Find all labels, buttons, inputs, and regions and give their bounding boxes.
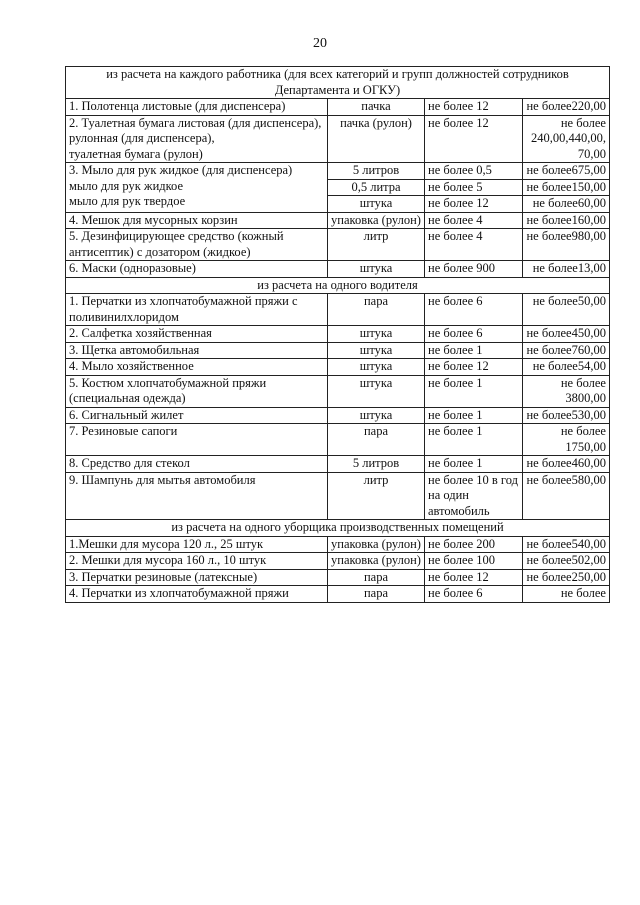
table-row (66, 375, 610, 407)
price-line: 3800,00 (565, 391, 606, 405)
item-price (523, 569, 610, 586)
item-unit (328, 229, 425, 261)
cell-line: не более 10 в год на один автомобиль (428, 472, 518, 518)
item-price (523, 326, 610, 343)
table-row (66, 326, 610, 343)
item-quantity (425, 99, 523, 116)
price-line: 1750,00 (565, 439, 606, 454)
price-line: не более (532, 261, 578, 275)
price-line: 220,00 (571, 99, 606, 113)
item-quantity (425, 212, 523, 229)
price-line: не более (526, 342, 572, 357)
price-line: 54,00 (577, 359, 606, 373)
cell-line: не более 12 (428, 115, 489, 130)
item-price (523, 456, 610, 473)
item-quantity (425, 569, 523, 586)
item-name (66, 424, 328, 456)
price-line: 760,00 (571, 342, 606, 357)
item-unit (328, 212, 425, 229)
item-name (66, 212, 328, 229)
cell-line: штука (359, 196, 393, 210)
price-line: не более (526, 407, 572, 422)
cell-line: 3. Щетка автомобильная (69, 342, 200, 357)
cell-line: не более 12 (428, 196, 489, 210)
price-line: 980,00 (571, 229, 606, 243)
section-header-row (66, 67, 610, 99)
cell-line: штука (359, 407, 393, 422)
cell-line: не более 6 (428, 326, 483, 340)
price-line: 530,00 (571, 407, 606, 422)
cell-line: не более 1 (428, 456, 483, 470)
item-quantity (425, 179, 523, 196)
item-quantity (425, 536, 523, 553)
table-row (66, 212, 610, 229)
cell-line: пара (363, 424, 389, 438)
price-line: не более (526, 326, 572, 340)
item-name (66, 294, 328, 326)
item-price (523, 163, 610, 180)
section-header-row (66, 520, 610, 537)
price-line: не более (526, 229, 572, 243)
item-quantity (425, 472, 523, 520)
item-quantity (425, 456, 523, 473)
price-line: 13,00 (577, 261, 606, 275)
cell-line: не более 4 (428, 212, 483, 227)
cell-line: пачка (361, 99, 391, 113)
item-unit (328, 359, 425, 376)
table-row (66, 115, 610, 163)
item-quantity (425, 424, 523, 456)
cell-line: не более 5 (428, 179, 483, 194)
table-row (66, 359, 610, 376)
cell-line: 5. Костюм хлопчатобумажной пряжи (специальная одежда) (69, 375, 267, 405)
item-unit (328, 424, 425, 456)
price-value (526, 116, 606, 163)
price-value (526, 343, 606, 359)
table-row (66, 407, 610, 424)
cell-line: штука (359, 261, 393, 275)
price-value (533, 261, 606, 277)
price-line: не более (560, 424, 606, 438)
item-price (523, 261, 610, 278)
cell-line: 1. Перчатки из хлопчатобумажной пряжи с поливинилхлоридом (69, 294, 298, 324)
cell-line: пара (363, 294, 389, 308)
table-row (66, 261, 610, 278)
price-line: 440,00, (568, 131, 606, 145)
item-price (523, 115, 610, 163)
item-quantity (425, 229, 523, 261)
cell-line: пачка (рулон) (340, 115, 412, 130)
price-value (561, 586, 606, 602)
price-line: не более (526, 99, 572, 113)
item-quantity (425, 294, 523, 326)
cell-line: мыло для рук жидкое (69, 178, 184, 193)
item-quantity (425, 359, 523, 376)
price-line: не более (526, 212, 572, 227)
item-unit (328, 179, 425, 196)
price-line: 502,00 (571, 553, 606, 567)
cell-line: 1.Мешки для мусора 120 л., 25 штук (69, 536, 264, 551)
item-quantity (425, 196, 523, 213)
price-line: 50,00 (577, 294, 606, 308)
item-price (523, 294, 610, 326)
table-row (66, 229, 610, 261)
table-row (66, 99, 610, 116)
cell-line: 2. Туалетная бумага листовая (для диспенсера), (69, 115, 322, 130)
item-unit (328, 407, 425, 424)
table-row (66, 342, 610, 359)
item-unit (328, 294, 425, 326)
table-row (66, 586, 610, 603)
item-unit (328, 163, 425, 180)
cell-line: пара (363, 586, 389, 600)
item-price (523, 553, 610, 570)
item-price (523, 536, 610, 553)
item-unit (328, 326, 425, 343)
price-value (526, 229, 606, 245)
item-quantity (425, 115, 523, 163)
price-value (526, 408, 606, 424)
price-line: не более (526, 569, 572, 584)
price-line: 450,00 (571, 326, 606, 340)
price-line: 540,00 (571, 536, 606, 551)
item-price (523, 424, 610, 456)
price-line: не более (532, 294, 578, 308)
item-price (523, 99, 610, 116)
price-value (526, 213, 606, 229)
item-unit (328, 536, 425, 553)
cell-line: 1. Полотенца листовые (для диспенсера) (69, 99, 286, 113)
item-name (66, 407, 328, 424)
item-price (523, 472, 610, 520)
cell-line: не более 100 (428, 553, 496, 567)
cell-line: не более 6 (428, 586, 483, 600)
item-price (523, 359, 610, 376)
cell-line: штука (359, 359, 393, 373)
cell-line: не более 6 (428, 294, 483, 308)
cell-line: не более 1 (428, 342, 483, 357)
cell-line: 4. Мешок для мусорных корзин (69, 212, 238, 227)
item-unit (328, 115, 425, 163)
cell-line: упаковка (рулон) (331, 536, 421, 551)
price-value (526, 537, 606, 553)
price-value (526, 180, 606, 196)
cell-line: 7. Резиновые сапоги (69, 424, 178, 438)
item-unit (328, 196, 425, 213)
item-price (523, 586, 610, 603)
item-quantity (425, 375, 523, 407)
item-name (66, 456, 328, 473)
cell-line: рулонная (для диспенсера), (69, 131, 215, 145)
cell-line: литр (363, 229, 389, 243)
price-value (526, 570, 606, 586)
cell-line: 6. Маски (одноразовые) (69, 261, 196, 275)
price-line: не более (560, 375, 606, 390)
supplies-table (65, 66, 610, 603)
item-unit (328, 99, 425, 116)
cell-line: не более 1 (428, 424, 483, 438)
price-line: 460,00 (571, 456, 606, 470)
price-line: 150,00 (571, 179, 606, 194)
price-value (533, 196, 606, 212)
item-name (66, 553, 328, 570)
item-unit (328, 472, 425, 520)
price-value (526, 553, 606, 569)
cell-line: 2. Мешки для мусора 160 л., 10 штук (69, 553, 267, 567)
item-name (66, 472, 328, 520)
item-name (66, 569, 328, 586)
section-title: из расчета на одного водителя (66, 277, 610, 294)
item-quantity (425, 326, 523, 343)
cell-line: 5 литров (352, 163, 400, 177)
cell-line: упаковка (рулон) (331, 553, 421, 567)
price-value (526, 424, 606, 455)
price-line: 675,00 (571, 163, 606, 177)
item-name (66, 115, 328, 163)
cell-line: упаковка (рулон) (331, 212, 421, 227)
item-unit (328, 553, 425, 570)
cell-line: туалетная бумага (рулон) (69, 146, 203, 161)
cell-line: 4. Перчатки из хлопчатобумажной пряжи (69, 586, 289, 600)
price-value (526, 163, 606, 179)
item-price (523, 179, 610, 196)
item-unit (328, 456, 425, 473)
cell-line: мыло для рук твердое (69, 194, 186, 208)
item-unit (328, 261, 425, 278)
item-name (66, 99, 328, 116)
price-line: не более (526, 179, 572, 194)
cell-line: не более 12 (428, 359, 489, 373)
item-price (523, 229, 610, 261)
item-name (66, 375, 328, 407)
cell-line: 0,5 литра (351, 179, 401, 194)
price-line: не более (532, 359, 578, 373)
item-quantity (425, 586, 523, 603)
price-line: 60,00 (577, 196, 606, 210)
price-line: 250,00 (571, 569, 606, 584)
item-quantity (425, 553, 523, 570)
item-name (66, 342, 328, 359)
cell-line: не более 0,5 (428, 163, 492, 177)
cell-line: 3. Мыло для рук жидкое (для диспенсера) (69, 163, 293, 177)
item-unit (328, 375, 425, 407)
cell-line: 9. Шампунь для мытья автомобиля (69, 472, 256, 487)
cell-line: не более 12 (428, 99, 489, 113)
cell-line: 5 литров (352, 456, 400, 470)
cell-line: не более 200 (428, 536, 496, 551)
cell-line: не более 1 (428, 375, 483, 390)
item-unit (328, 342, 425, 359)
item-price (523, 196, 610, 213)
price-value (526, 473, 606, 489)
cell-line: литр (363, 472, 389, 487)
price-value (526, 326, 606, 342)
table-row (66, 424, 610, 456)
section-title: из расчета на одного уборщика производственных помещений (66, 520, 610, 537)
item-name (66, 163, 328, 213)
item-name (66, 536, 328, 553)
item-unit (328, 569, 425, 586)
item-quantity (425, 342, 523, 359)
table-row (66, 163, 610, 180)
cell-line: штука (359, 342, 393, 357)
section-header-row (66, 277, 610, 294)
item-name (66, 261, 328, 278)
price-line: не более (560, 586, 606, 600)
item-name (66, 229, 328, 261)
item-name (66, 326, 328, 343)
price-line: не более (526, 456, 572, 470)
price-line: не более (560, 115, 606, 130)
item-unit (328, 586, 425, 603)
table-row (66, 569, 610, 586)
cell-line: 8. Средство для стекол (69, 456, 190, 470)
price-value (533, 294, 606, 310)
cell-line: 6. Сигнальный жилет (69, 407, 184, 422)
cell-line: 5. Дезинфицирующее средство (кожный антисептик) с дозатором (жидкое) (69, 229, 284, 259)
price-value (533, 359, 606, 375)
section-title: из расчета на каждого работника (для всех категорий и групп должностей сотрудников Департамента и ОГКУ) (66, 67, 610, 99)
price-line: не более (526, 553, 572, 567)
price-line: 70,00 (577, 146, 606, 161)
price-line: 160,00 (571, 212, 606, 227)
cell-line: не более 4 (428, 229, 483, 243)
table-row (66, 456, 610, 473)
price-value (526, 456, 606, 472)
item-price (523, 212, 610, 229)
table-row (66, 294, 610, 326)
table-row (66, 472, 610, 520)
cell-line: 3. Перчатки резиновые (латексные) (69, 569, 258, 584)
table-row (66, 553, 610, 570)
item-name (66, 359, 328, 376)
item-quantity (425, 163, 523, 180)
page-number: 20 (313, 36, 327, 51)
price-value (526, 99, 606, 115)
cell-line: пара (363, 569, 389, 584)
price-line: 580,00 (571, 472, 606, 487)
cell-line: 4. Мыло хозяйственное (69, 359, 194, 373)
item-price (523, 375, 610, 407)
price-line: не более (526, 163, 572, 177)
cell-line: штука (359, 375, 393, 390)
table-row (66, 536, 610, 553)
cell-line: штука (359, 326, 393, 340)
price-line: не более (532, 196, 578, 210)
price-line: не более (526, 472, 572, 487)
cell-line: не более 1 (428, 407, 483, 422)
price-line: 240,00, (531, 131, 569, 145)
item-quantity (425, 261, 523, 278)
item-price (523, 407, 610, 424)
cell-line: не более 900 (428, 261, 496, 275)
cell-line: не более 12 (428, 569, 489, 584)
price-line: не более (526, 536, 572, 551)
cell-line: 2. Салфетка хозяйственная (69, 326, 212, 340)
item-quantity (425, 407, 523, 424)
price-value (526, 376, 606, 407)
item-name (66, 586, 328, 603)
item-price (523, 342, 610, 359)
